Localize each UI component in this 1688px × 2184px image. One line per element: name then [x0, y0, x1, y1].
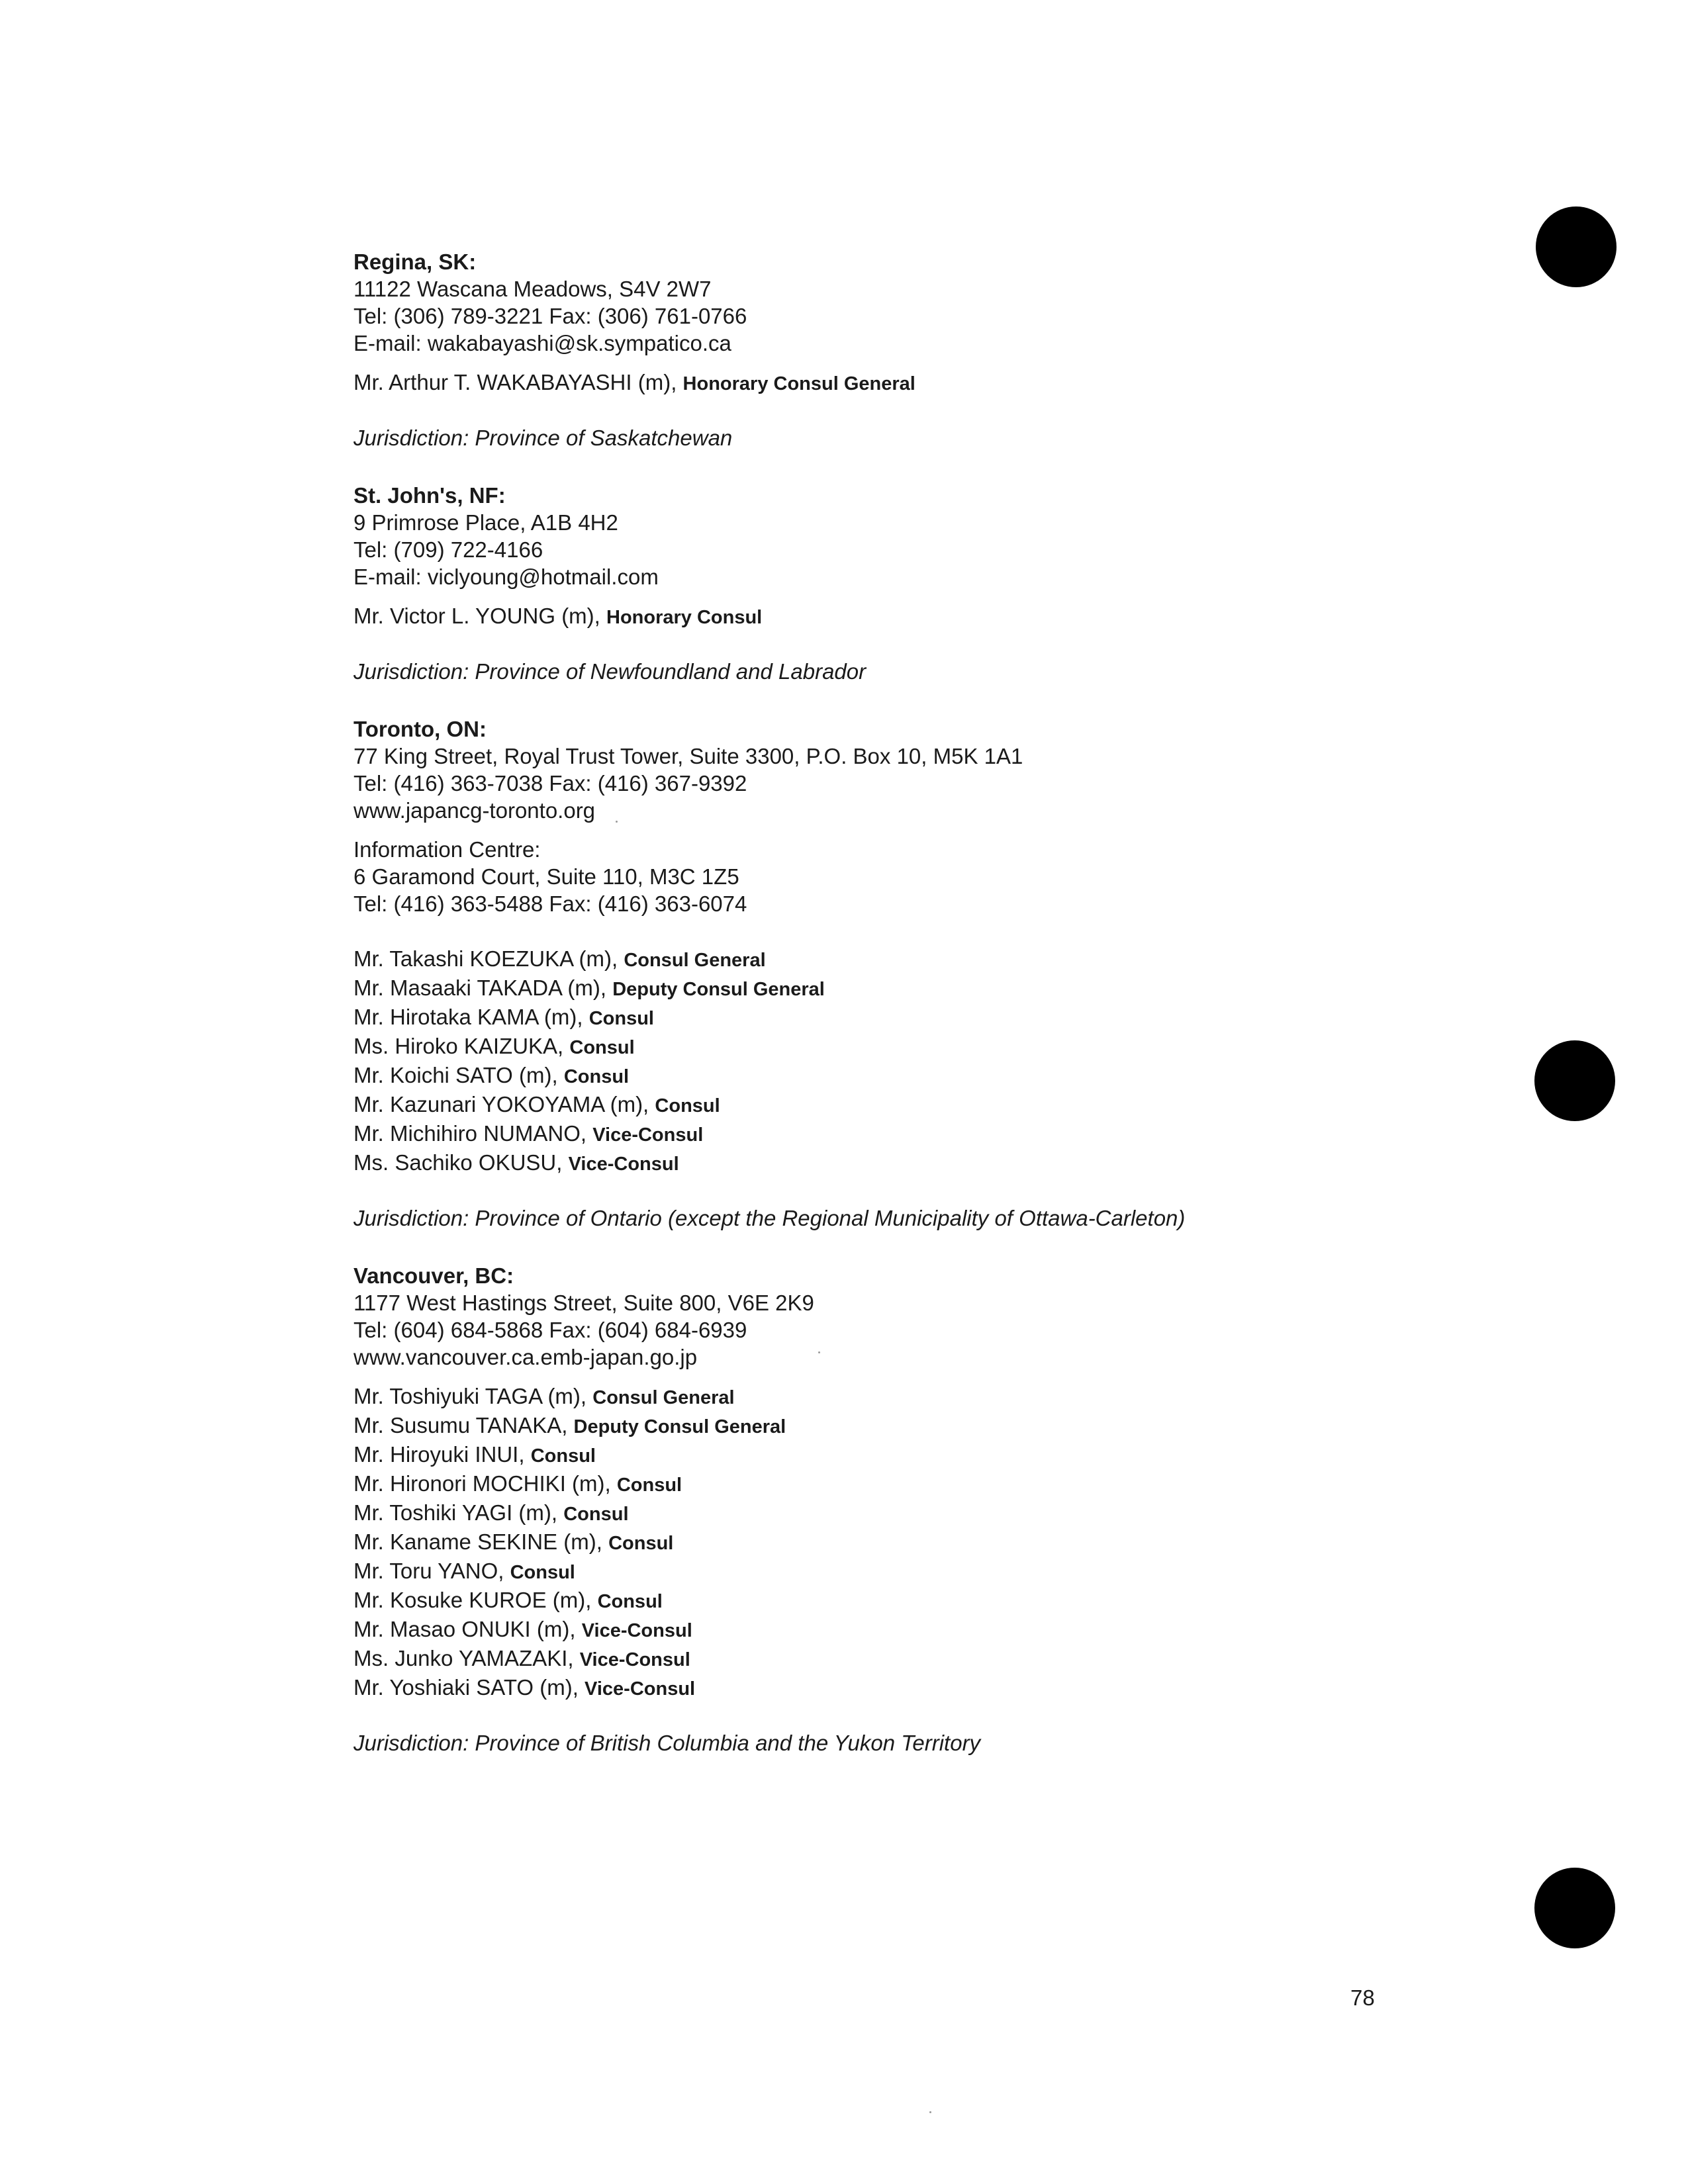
staff-entry [353, 1383, 1545, 1412]
staff-name: Mr. Susumu TANAKA, [353, 1413, 574, 1437]
staff-name: Mr. Kazunari YOKOYAMA (m), [353, 1092, 655, 1116]
scan-speck [818, 1351, 820, 1353]
info-centre-phone-fax: Tel: (416) 363-5488 Fax: (416) 363-6074 [353, 891, 747, 916]
info-centre-address: 6 Garamond Court, Suite 110, M3C 1Z5 [353, 864, 739, 889]
page-number: 78 [1350, 1985, 1375, 2010]
staff-title: Consul [563, 1066, 630, 1087]
staff-name: Mr. Michihiro NUMANO, [353, 1121, 593, 1146]
staff-entry [353, 1645, 1545, 1674]
staff-entry [353, 1003, 1545, 1032]
staff-entry [353, 369, 1545, 398]
scan-speck [929, 2111, 931, 2113]
staff-list [353, 602, 1545, 631]
email-address: E-mail: wakabayashi@sk.sympatico.ca [353, 331, 731, 355]
staff-entry [353, 1091, 1545, 1120]
city-heading: Toronto, ON: [353, 717, 487, 741]
punch-hole-top [1536, 206, 1617, 287]
staff-name: Mr. Takashi KOEZUKA (m), [353, 946, 624, 971]
phone-fax: Tel: (416) 363-7038 Fax: (416) 367-9392 [353, 771, 747, 796]
info-centre-label: Information Centre: [353, 837, 541, 862]
staff-name: Mr. Hiroyuki INUI, [353, 1442, 531, 1467]
staff-title: Vice-Consul [592, 1124, 704, 1146]
st-johns-address-block [353, 482, 1545, 590]
staff-title: Deputy Consul General [573, 1416, 786, 1437]
staff-name: Ms. Hiroko KAIZUKA, [353, 1034, 570, 1058]
staff-entry [353, 1615, 1545, 1645]
street-address: 9 Primrose Place, A1B 4H2 [353, 510, 618, 535]
staff-entry [353, 1120, 1545, 1149]
consulate-listing [353, 248, 1545, 1787]
staff-title: Honorary Consul General [682, 373, 915, 394]
website-link[interactable]: www.japancg-toronto.org [353, 798, 596, 823]
staff-entry [353, 1149, 1545, 1178]
staff-entry [353, 1557, 1545, 1586]
city-heading: St. John's, NF: [353, 483, 506, 508]
staff-entry [353, 1470, 1545, 1499]
staff-entry [353, 1499, 1545, 1528]
staff-entry [353, 974, 1545, 1003]
scan-speck [616, 821, 618, 823]
staff-title: Vice-Consul [579, 1649, 690, 1670]
email-address: E-mail: viclyoung@hotmail.com [353, 565, 659, 589]
staff-name: Mr. Masao ONUKI (m), [353, 1617, 582, 1641]
staff-entry [353, 1412, 1545, 1441]
section-st-johns [353, 482, 1545, 685]
street-address: 1177 West Hastings Street, Suite 800, V6E 2K9 [353, 1291, 814, 1315]
staff-list [353, 1383, 1545, 1703]
staff-title: Consul [510, 1562, 575, 1583]
website-link[interactable]: www.vancouver.ca.emb-japan.go.jp [353, 1345, 698, 1369]
staff-list [353, 945, 1545, 1178]
staff-entry [353, 1062, 1545, 1091]
city-heading: Regina, SK: [353, 250, 477, 274]
street-address: 77 King Street, Royal Trust Tower, Suite 3300, P.O. Box 10, M5K 1A1 [353, 744, 1023, 768]
section-regina [353, 248, 1545, 451]
jurisdiction: Jurisdiction: Province of Ontario (except the Regional Municipality of Ottawa-Carleton) [353, 1206, 1186, 1230]
section-toronto [353, 715, 1545, 1232]
staff-title: Honorary Consul [606, 607, 763, 628]
staff-name: Mr. Toru YANO, [353, 1559, 510, 1583]
staff-name: Mr. Toshiyuki TAGA (m), [353, 1384, 593, 1408]
staff-title: Vice-Consul [581, 1620, 692, 1641]
vancouver-address-block [353, 1262, 1545, 1371]
staff-name: Mr. Victor L. YOUNG (m), [353, 604, 606, 628]
regina-address-block [353, 248, 1545, 357]
staff-title: Vice-Consul [585, 1678, 696, 1700]
staff-name: Mr. Koichi SATO (m), [353, 1063, 564, 1087]
staff-title: Consul General [592, 1387, 735, 1408]
staff-name: Mr. Hirotaka KAMA (m), [353, 1005, 589, 1029]
staff-name: Mr. Yoshiaki SATO (m), [353, 1675, 585, 1700]
staff-entry [353, 1032, 1545, 1062]
toronto-address-block [353, 715, 1545, 824]
staff-title: Vice-Consul [568, 1154, 679, 1175]
staff-title: Deputy Consul General [612, 979, 825, 1000]
staff-entry [353, 1528, 1545, 1557]
staff-entry [353, 1586, 1545, 1615]
staff-title: Consul [563, 1504, 629, 1525]
jurisdiction: Jurisdiction: Province of Saskatchewan [353, 426, 733, 450]
punch-hole-middle [1534, 1040, 1615, 1121]
punch-hole-bottom [1534, 1868, 1615, 1948]
staff-name: Mr. Masaaki TAKADA (m), [353, 976, 613, 1000]
staff-entry [353, 945, 1545, 974]
staff-name: Mr. Toshiki YAGI (m), [353, 1500, 564, 1525]
information-centre-block [353, 836, 1545, 917]
staff-title: Consul General [624, 950, 766, 971]
staff-name: Mr. Arthur T. WAKABAYASHI (m), [353, 370, 683, 394]
staff-title: Consul [588, 1008, 654, 1029]
phone-fax: Tel: (709) 722-4166 [353, 537, 543, 562]
staff-title: Consul [569, 1037, 635, 1058]
staff-list [353, 369, 1545, 398]
staff-title: Consul [616, 1475, 682, 1496]
city-heading: Vancouver, BC: [353, 1263, 514, 1288]
staff-name: Mr. Hironori MOCHIKI (m), [353, 1471, 617, 1496]
staff-title: Consul [655, 1095, 720, 1116]
section-vancouver [353, 1262, 1545, 1756]
staff-title: Consul [608, 1533, 674, 1554]
staff-name: Mr. Kosuke KUROE (m), [353, 1588, 598, 1612]
street-address: 11122 Wascana Meadows, S4V 2W7 [353, 277, 712, 301]
staff-entry [353, 1441, 1545, 1470]
staff-entry [353, 1674, 1545, 1703]
staff-name: Ms. Sachiko OKUSU, [353, 1150, 569, 1175]
staff-name: Ms. Junko YAMAZAKI, [353, 1646, 580, 1670]
staff-name: Mr. Kaname SEKINE (m), [353, 1529, 609, 1554]
staff-title: Consul [597, 1591, 663, 1612]
staff-title: Consul [530, 1445, 596, 1467]
phone-fax: Tel: (306) 789-3221 Fax: (306) 761-0766 [353, 304, 747, 328]
phone-fax: Tel: (604) 684-5868 Fax: (604) 684-6939 [353, 1318, 747, 1342]
jurisdiction: Jurisdiction: Province of Newfoundland and Labrador [353, 659, 867, 684]
staff-entry [353, 602, 1545, 631]
jurisdiction: Jurisdiction: Province of British Columbia and the Yukon Territory [353, 1731, 981, 1755]
